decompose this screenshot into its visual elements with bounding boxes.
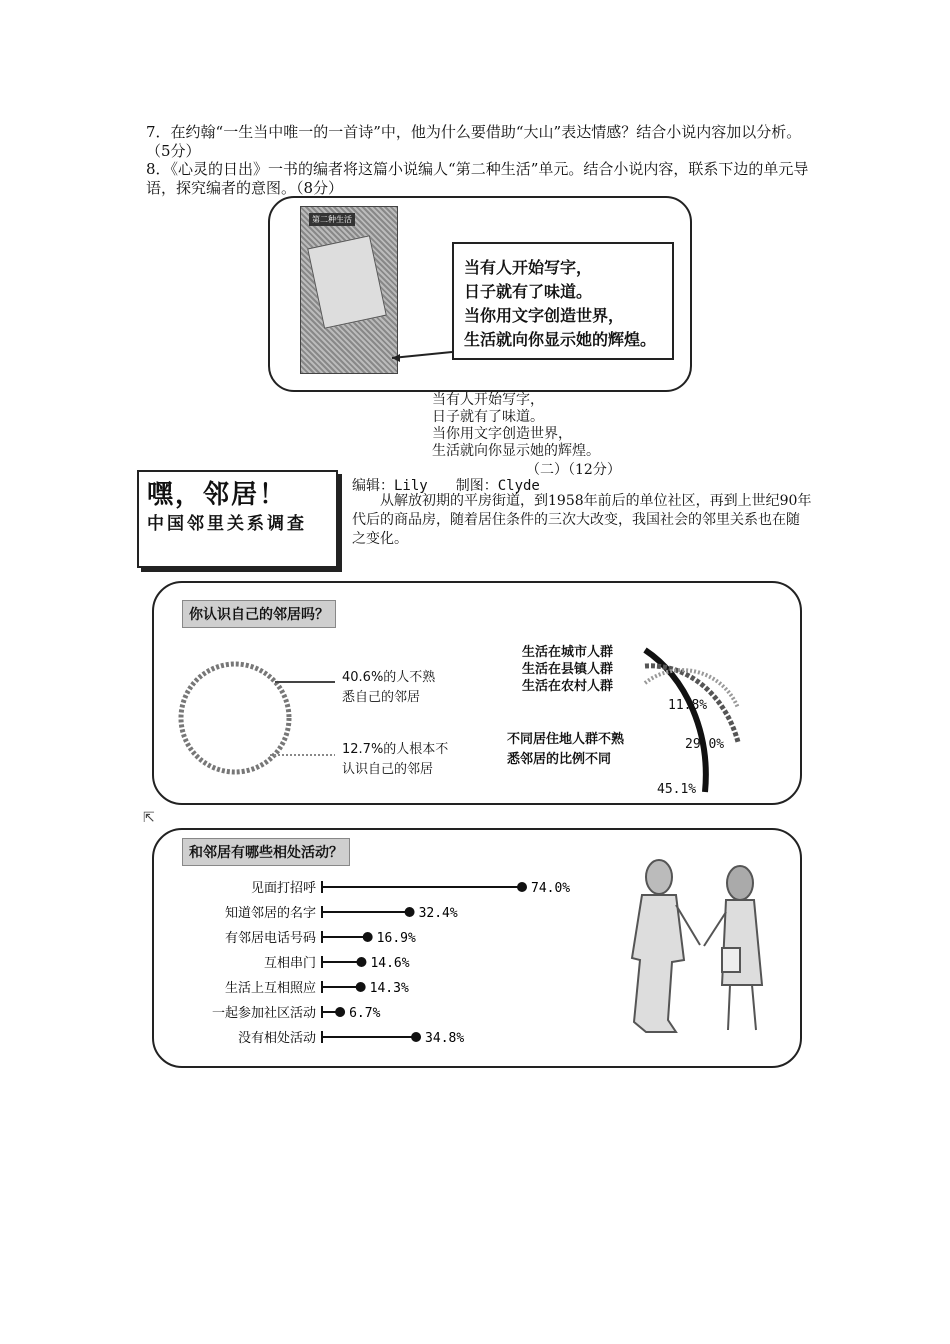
panel1-heading: 你认识自己的邻居吗？ <box>182 600 336 628</box>
poem-line: 当你用文字创造世界， <box>432 426 572 442</box>
group-label-rural: 生活在农村人群 <box>522 679 614 694</box>
pie-annotation-1: 40.6%的人不熟 悉自己的邻居 <box>342 670 436 705</box>
group-label-town: 生活在县镇人群 <box>522 662 614 677</box>
poem-line: 日子就有了味道。 <box>432 409 544 425</box>
poem-line: 当有人开始写字， <box>432 392 544 408</box>
feature-intro: 从解放初期的平房街道，到1958年前后的单位社区，再到上世纪90年代后的商品房，随着居住条件的三次大改变，我国社会的邻里关系也在随之变化。 <box>352 493 812 547</box>
group-label-city: 生活在城市人群 <box>522 645 614 660</box>
section-2-heading: （二）（12分） <box>526 462 621 478</box>
arc-value-town: 29.0% <box>685 737 725 752</box>
bar-category-label: 生活上互相照应 <box>224 981 316 996</box>
quote-line: 日子就有了味道。 <box>464 282 593 301</box>
quote-line: 当你用文字创造世界， <box>464 306 625 325</box>
quote-line: 当有人开始写字， <box>464 258 593 277</box>
bar-value-label: 6.7% <box>349 1006 381 1021</box>
poem-line: 生活就向你显示她的辉煌。 <box>432 443 600 459</box>
bar-value-label: 32.4% <box>418 906 458 921</box>
bar-value-label: 16.9% <box>376 931 416 946</box>
panel2-heading: 和邻居有哪些相处活动？ <box>182 838 350 866</box>
arc-note: 不同居住地人群不熟 悉邻居的比例不同 <box>507 732 625 767</box>
question-8: 8．《心灵的日出》一书的编者将这篇小说编人“第二种生活”单元。结合小说内容，联系下边的单元导语，探究编者的意图。（8分） <box>146 160 809 197</box>
arc-value-rural: 11.8% <box>668 698 708 713</box>
bar-value-label: 14.3% <box>369 981 409 996</box>
bar-category-label: 有邻居电话号码 <box>224 931 316 946</box>
bar-category-label: 见面打招呼 <box>250 881 316 896</box>
arc-value-city: 45.1% <box>657 782 697 797</box>
pie-annotation-2: 12.7%的人根本不 认识自己的邻居 <box>342 742 449 777</box>
bar-value-label: 74.0% <box>531 881 571 896</box>
feature-editors: 编辑：Lily 制图：Clyde <box>352 478 540 494</box>
bar-value-label: 34.8% <box>425 1031 465 1046</box>
bar-category-label: 没有相处活动 <box>237 1031 316 1046</box>
book-cover-title: 第二种生活 <box>309 213 355 226</box>
question-7: 7．在约翰“一生当中唯一的一首诗”中，他为什么要借助“大山”表达情感？结合小说内容加以分析。（5分） <box>146 123 802 160</box>
quote-line: 生活就向你显示她的辉煌。 <box>464 330 657 349</box>
feature-title: 嘿，邻居！ <box>147 480 288 510</box>
bar-category-label: 一起参加社区活动 <box>211 1006 316 1021</box>
bar-category-label: 知道邻居的名字 <box>224 906 316 921</box>
cursor-icon: ⇱ <box>143 810 155 826</box>
bar-category-label: 互相串门 <box>263 956 316 971</box>
bar-value-label: 14.6% <box>370 956 410 971</box>
feature-subtitle: 中国邻里关系调查 <box>147 514 307 534</box>
